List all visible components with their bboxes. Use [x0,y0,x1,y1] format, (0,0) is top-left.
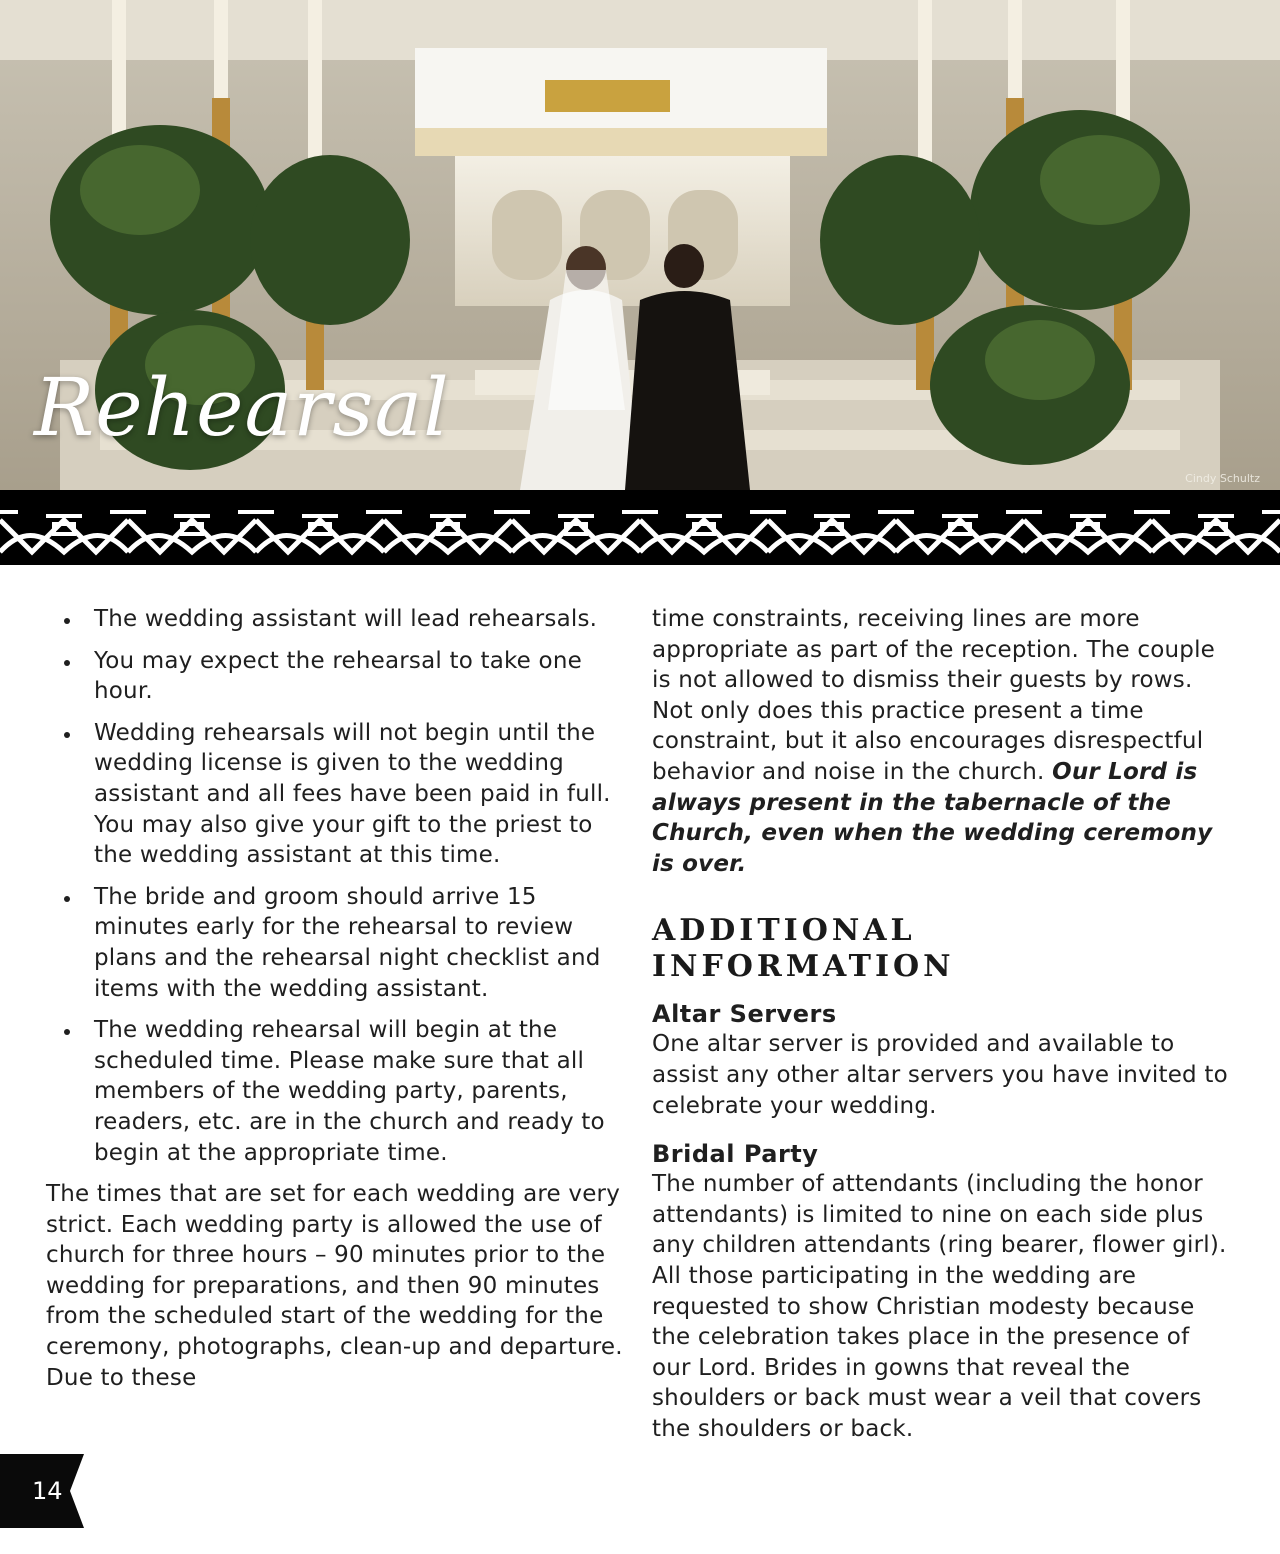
list-item: You may expect the rehearsal to take one hour. [46,646,626,707]
right-column [652,604,1232,1444]
list-item: The wedding assistant will lead rehearsals. [46,604,626,635]
list-item: Wedding rehearsals will not begin until the wedding license is given to the wedding assistant and all fees have been paid in full. You may also give your gift to the priest to the wedding assistant at this time. [46,718,626,871]
bridal-party-text: The number of attendants (including the honor attendants) is limited to nine on each side plus any children attendants (ring bearer, flower girl). All those participating in the wedding are requested to show Christian modesty because the celebration takes place in the presence of our Lord. Brides in gowns that reveal the shoulders or back must wear a veil that covers the shoulders or back. [652,1171,1227,1442]
continued-text: time constraints, receiving lines are more appropriate as part of the reception. The couple is not allowed to dismiss their guests by rows. Not only does this practice present a time constraint, but it also encourages disrespectful behavior and noise in the church. [652,606,1216,785]
list-item: The bride and groom should arrive 15 minutes early for the rehearsal to review plans and the rehearsal night checklist and items with the wedding assistant. [46,882,626,1004]
page-number: 14 [32,1477,63,1505]
bridal-party-heading: Bridal Party [652,1140,819,1169]
hero-photo [0,0,1280,490]
list-item: The wedding rehearsal will begin at the scheduled time. Please make sure that all members of the wedding party, parents, readers, etc. are in the church and ready to begin at the appropriate time. [46,1015,626,1168]
emphasis-text: Our Lord is always present in the tabernacle of the Church, even when the wedding ceremony is over. [652,758,1213,877]
receiving-lines-paragraph [652,604,1232,879]
rehearsal-bullet-list [46,604,626,1168]
section-heading: ADDITIONAL INFORMATION [652,913,955,985]
decorative-pattern-band [0,490,1280,565]
photo-credit: Cindy Schultz [1185,472,1260,485]
schedule-paragraph: The times that are set for each wedding are very strict. Each wedding party is allowed the use of church for three hours – 90 minutes prior to the wedding for preparations, and then 90 minutes from the scheduled start of the wedding for the ceremony, photographs, clean-up and departure. Due to these [46,1181,623,1391]
altar-servers-text: One altar server is provided and available to assist any other altar servers you have invited to celebrate your wedding. [652,1031,1228,1119]
page-title: Rehearsal [34,361,450,454]
left-column [46,604,626,1393]
altar-servers-heading: Altar Servers [652,1000,837,1029]
